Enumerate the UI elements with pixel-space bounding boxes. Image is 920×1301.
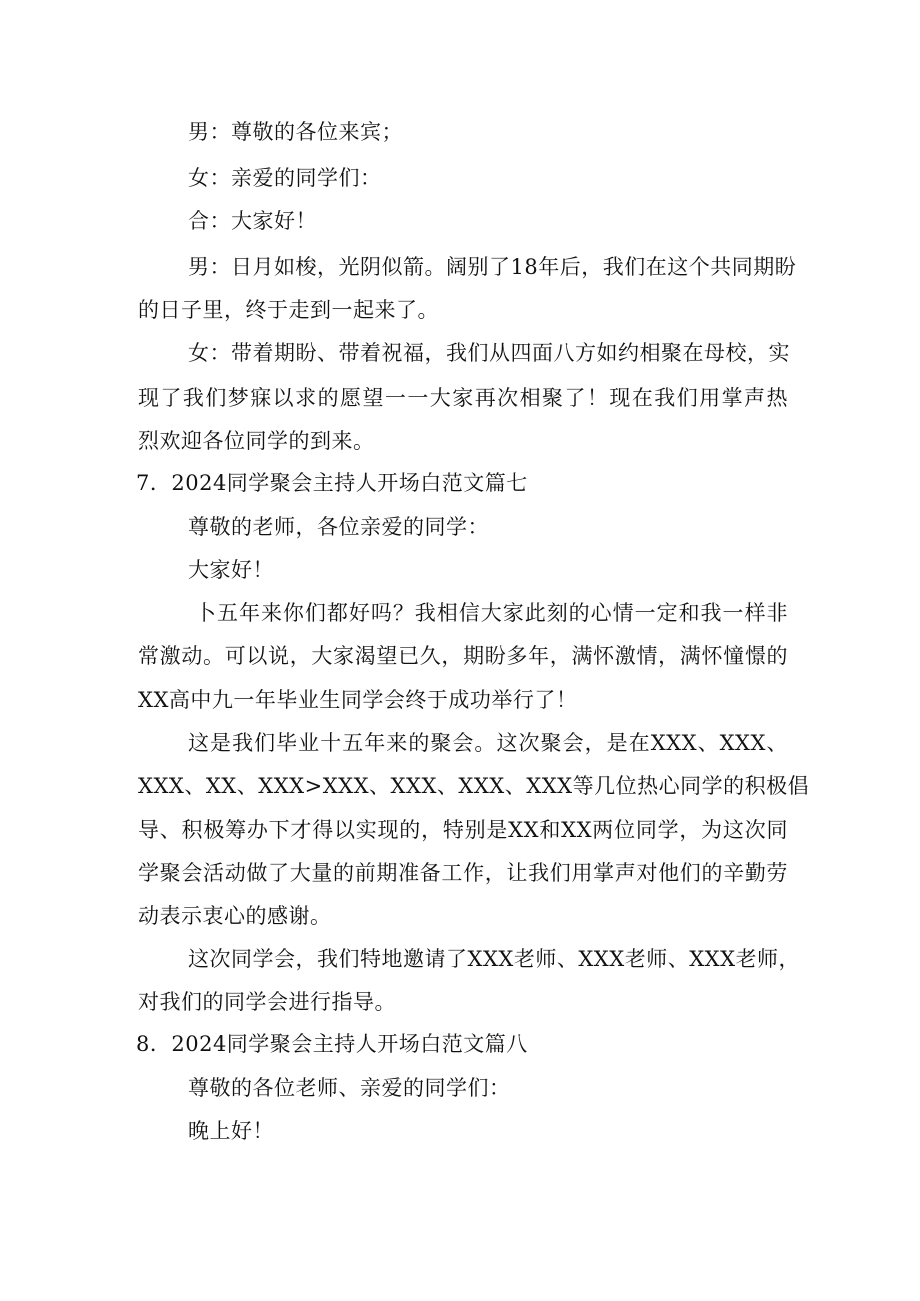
paragraph-line: XXX、XX、XXX>XXX、XXX、XXX、XXX等几位热心同学的积极倡 [138, 774, 810, 798]
paragraph-line: 卜五年来你们都好吗？我相信大家此刻的心情一定和我一样非 [195, 601, 788, 625]
dialogue-line-female-greeting: 女：亲爱的同学们： [188, 166, 382, 190]
greeting-line: 大家好！ [188, 558, 274, 582]
paragraph-line: 导、积极筹办下才得以实现的，特别是XX和XX两位同学，为这次同 [138, 818, 788, 842]
paragraph-line: XX高中九一年毕业生同学会终于成功举行了！ [138, 688, 578, 712]
paragraph-line: 学聚会活动做了大量的前期准备工作，让我们用掌声对他们的辛勤劳 [138, 861, 788, 885]
paragraph-line: 的日子里，终于走到一起来了。 [138, 298, 439, 322]
paragraph-line: 这是我们毕业十五年来的聚会。这次聚会，是在XXX、XXX、 [188, 731, 788, 755]
paragraph-line: 女：带着期盼、带着祝福，我们从四面八方如约相聚在母校，实 [188, 341, 790, 365]
paragraph-line: 动表示衷心的感谢。 [138, 904, 332, 928]
dialogue-line-male-greeting: 男：尊敬的各位来宾； [188, 120, 403, 144]
paragraph-line: 男：日月如梭，光阴似箭。阔别了18年后，我们在这个共同期盼 [188, 255, 797, 279]
section-heading-7: 7．2024同学聚会主持人开场白范文篇七 [136, 471, 528, 495]
dialogue-line-together: 合：大家好！ [188, 209, 317, 233]
paragraph-line: 现了我们梦寐以求的愿望一一大家再次相聚了！现在我们用掌声热 [138, 386, 788, 410]
paragraph-line: 常激动。可以说，大家渴望已久，期盼多年，满怀激情，满怀憧憬的 [138, 644, 788, 668]
salutation-line: 尊敬的老师，各位亲爱的同学： [188, 515, 489, 539]
paragraph-line: 这次同学会，我们特地邀请了XXX老师、XXX老师、XXX老师， [188, 947, 801, 971]
salutation-line: 尊敬的各位老师、亲爱的同学们： [188, 1076, 511, 1100]
section-heading-8: 8．2024同学聚会主持人开场白范文篇八 [136, 1032, 528, 1056]
paragraph-line: 对我们的同学会进行指导。 [138, 990, 396, 1014]
greeting-line: 晚上好！ [188, 1119, 274, 1143]
paragraph-line: 烈欢迎各位同学的到来。 [138, 429, 375, 453]
